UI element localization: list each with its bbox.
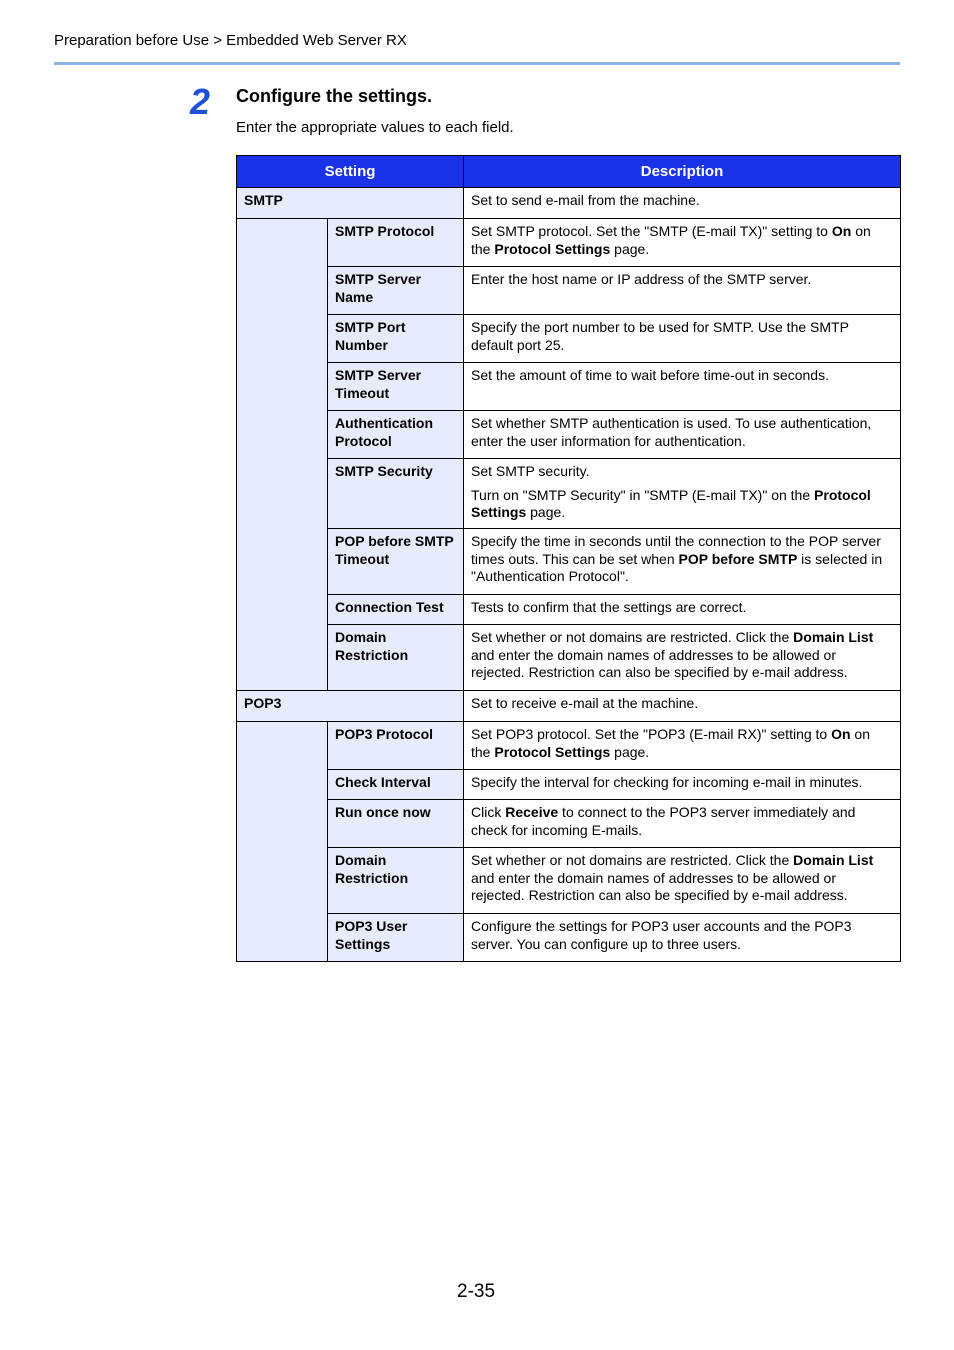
setting-description: Specify the port number to be used for SMTP. Use the SMTP default port 25. bbox=[464, 315, 901, 363]
indent-cell bbox=[237, 411, 328, 459]
indent-cell bbox=[237, 848, 328, 914]
setting-description: Specify the time in seconds until the connection to the POP server times outs. This can be set when POP before SMTP is selected in "Authentication Protocol". bbox=[464, 529, 901, 595]
setting-name: Check Interval bbox=[328, 770, 464, 800]
indent-cell bbox=[237, 722, 328, 770]
table-row bbox=[237, 363, 901, 411]
indent-cell bbox=[237, 770, 328, 800]
table-row bbox=[237, 188, 901, 219]
table-row bbox=[237, 411, 901, 459]
setting-name: SMTP Server Name bbox=[328, 267, 464, 315]
setting-name: Authentication Protocol bbox=[328, 411, 464, 459]
setting-name: Connection Test bbox=[328, 595, 464, 625]
setting-name: SMTP Port Number bbox=[328, 315, 464, 363]
setting-description: Set whether or not domains are restricted. Click the Domain List and enter the domain names of addresses to be allowed or rejected. Restriction can also be specified by e-mail address. bbox=[464, 848, 901, 914]
group-label-pop3: POP3 bbox=[237, 691, 464, 722]
indent-cell bbox=[237, 459, 328, 529]
setting-description: Set the amount of time to wait before time-out in seconds. bbox=[464, 363, 901, 411]
step-description: Enter the appropriate values to each field. bbox=[236, 119, 514, 136]
setting-name: POP3 User Settings bbox=[328, 914, 464, 962]
indent-cell bbox=[237, 219, 328, 267]
setting-description: Set whether or not domains are restricted. Click the Domain List and enter the domain names of addresses to be allowed or rejected. Restriction can also be specified by e-mail address. bbox=[464, 625, 901, 691]
header-description: Description bbox=[464, 156, 901, 188]
group-description-smtp: Set to send e-mail from the machine. bbox=[464, 188, 901, 219]
step-number: 2 bbox=[190, 81, 211, 122]
table-row bbox=[237, 691, 901, 722]
group-description-pop3: Set to receive e-mail at the machine. bbox=[464, 691, 901, 722]
setting-description: Set whether SMTP authentication is used. To use authentication, enter the user information for authentication. bbox=[464, 411, 901, 459]
setting-description: Configure the settings for POP3 user accounts and the POP3 server. You can configure up to three users. bbox=[464, 914, 901, 962]
setting-name: POP3 Protocol bbox=[328, 722, 464, 770]
indent-cell bbox=[237, 800, 328, 848]
setting-name: SMTP Server Timeout bbox=[328, 363, 464, 411]
page-number: 2-35 bbox=[457, 1281, 496, 1302]
table-row bbox=[237, 595, 901, 625]
indent-cell bbox=[237, 625, 328, 691]
header-divider bbox=[54, 62, 900, 65]
table-row bbox=[237, 625, 901, 691]
group-label-smtp: SMTP bbox=[237, 188, 464, 219]
setting-description: Set SMTP protocol. Set the "SMTP (E-mail TX)" setting to On on the Protocol Settings page. bbox=[464, 219, 901, 267]
setting-name: Domain Restriction bbox=[328, 848, 464, 914]
setting-description: Set SMTP security. Turn on "SMTP Security" in "SMTP (E-mail TX)" on the Protocol Settings page. bbox=[464, 459, 901, 529]
table-row bbox=[237, 914, 901, 962]
setting-name: SMTP Security bbox=[328, 459, 464, 529]
setting-name: SMTP Protocol bbox=[328, 219, 464, 267]
table-row bbox=[237, 800, 901, 848]
table-row bbox=[237, 529, 901, 595]
setting-description: Click Receive to connect to the POP3 server immediately and check for incoming E-mails. bbox=[464, 800, 901, 848]
setting-description: Set POP3 protocol. Set the "POP3 (E-mail RX)" setting to On on the Protocol Settings page. bbox=[464, 722, 901, 770]
table-row bbox=[237, 219, 901, 267]
settings-table bbox=[236, 155, 901, 962]
indent-cell bbox=[237, 595, 328, 625]
indent-cell bbox=[237, 363, 328, 411]
setting-description: Enter the host name or IP address of the SMTP server. bbox=[464, 267, 901, 315]
table-row bbox=[237, 770, 901, 800]
breadcrumb: Preparation before Use > Embedded Web Server RX bbox=[54, 32, 407, 49]
setting-name: Run once now bbox=[328, 800, 464, 848]
table-row bbox=[237, 315, 901, 363]
indent-cell bbox=[237, 315, 328, 363]
indent-cell bbox=[237, 914, 328, 962]
header-setting: Setting bbox=[237, 156, 464, 188]
setting-description: Specify the interval for checking for incoming e-mail in minutes. bbox=[464, 770, 901, 800]
setting-description: Tests to confirm that the settings are correct. bbox=[464, 595, 901, 625]
indent-cell bbox=[237, 267, 328, 315]
table-row bbox=[237, 459, 901, 529]
table-row bbox=[237, 848, 901, 914]
setting-name: Domain Restriction bbox=[328, 625, 464, 691]
indent-cell bbox=[237, 529, 328, 595]
step-title: Configure the settings. bbox=[236, 86, 433, 106]
table-header-row bbox=[237, 156, 901, 188]
table-row bbox=[237, 722, 901, 770]
setting-name: POP before SMTP Timeout bbox=[328, 529, 464, 595]
table-row bbox=[237, 267, 901, 315]
